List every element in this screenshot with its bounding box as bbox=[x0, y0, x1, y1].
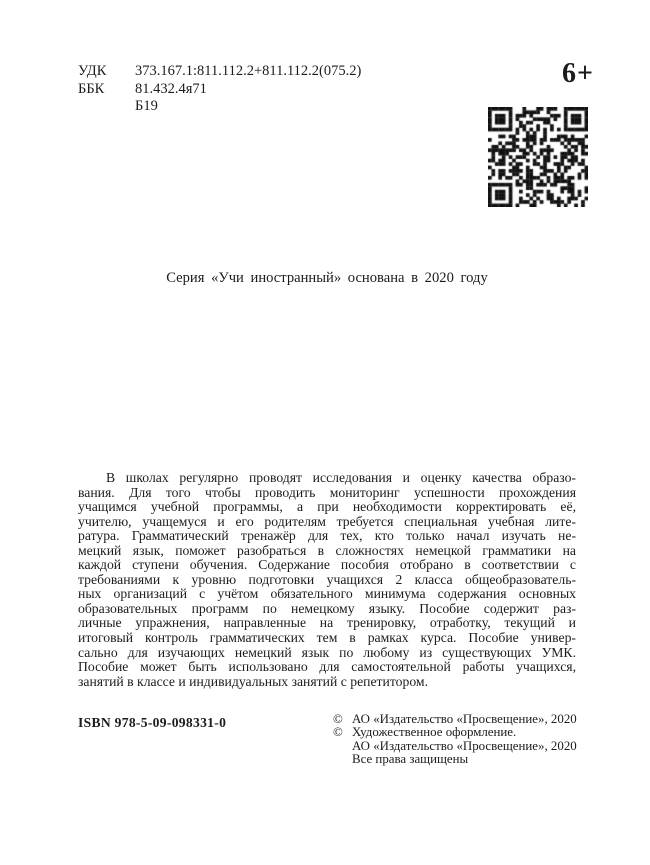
annotation-line: В школах регулярно проводят исследования и оценку качества образо- bbox=[106, 470, 576, 485]
annotation-line: занятий в классе и индивидуальных занятий с репетитором. bbox=[78, 673, 428, 689]
annotation-line: мецкий язык, поможет разобраться в сложностях немецкой грамматики на bbox=[78, 542, 576, 558]
qr-code bbox=[488, 107, 588, 207]
udk-row bbox=[78, 63, 361, 81]
copyright-line bbox=[333, 713, 577, 726]
classification-block bbox=[78, 63, 361, 116]
copyright-text: Художественное оформление. bbox=[352, 725, 517, 740]
annotation-line: личные упражнения, направленные на тренировку, отработку, текущий и bbox=[78, 615, 576, 631]
copyright-text: АО «Издательство «Просвещение», 2020 bbox=[352, 738, 577, 753]
annotation-line: требованиями к уровню подготовки учащихся 2 класса общеобразователь- bbox=[78, 571, 576, 587]
copyright-symbol bbox=[333, 740, 352, 753]
annotation-line: каждой ступени обучения. Содержание пособия отобрано в соответствии с bbox=[78, 557, 576, 573]
author-sign: Б19 bbox=[135, 98, 158, 114]
copyright-block bbox=[333, 713, 577, 767]
bbk-value: 81.432.4я71 bbox=[135, 80, 207, 97]
age-rating-badge: 6+ bbox=[562, 58, 594, 89]
annotation-line: итоговый контроль грамматических тем в рамках курса. Пособие универ- bbox=[78, 630, 576, 646]
copyright-symbol: © bbox=[333, 725, 343, 740]
annotation-line: ратура. Грамматический тренажёр для тех, кто только начал изучать не- bbox=[78, 528, 576, 544]
annotation-line: образовательных программ по немецкому языку. Пособие содержит раз- bbox=[78, 600, 576, 616]
annotation-line: ных организаций с учётом обязательного минимума содержания основных bbox=[78, 586, 576, 602]
isbn: ISBN 978-5-09-098331-0 bbox=[78, 715, 227, 730]
copyright-line bbox=[333, 753, 577, 766]
copyright-line bbox=[333, 740, 577, 753]
annotation-line: учителю, учащемуся и его родителям требуется специальная учебная лите- bbox=[78, 513, 576, 529]
author-sign-label bbox=[78, 98, 135, 116]
copyright-symbol bbox=[333, 753, 352, 766]
copyright-symbol: © bbox=[333, 712, 343, 726]
annotation-paragraph bbox=[78, 471, 576, 689]
series-note: Серия «Учи иностранный» основана в 2020 году bbox=[166, 270, 488, 286]
copyright-text: Все права защищены bbox=[352, 752, 469, 767]
annotation-line: учащимся учебной программы, а при необходимости корректировать её, bbox=[78, 499, 576, 515]
annotation-line: сально для изучающих немецкий язык по любому из существующих УМК. bbox=[78, 644, 576, 660]
copyright-text: АО «Издательство «Просвещение», 2020 bbox=[352, 712, 577, 726]
annotation-line: Пособие может быть использовано для самостоятельной работы учащихся, bbox=[78, 659, 576, 675]
annotation-line: вания. Для того чтобы проводить мониторинг успешности прохождения bbox=[78, 484, 576, 500]
udk-value: 373.167.1:811.112.2+811.112.2(075.2) bbox=[135, 63, 362, 79]
udk-label: УДК bbox=[78, 63, 107, 79]
bbk-label: ББК bbox=[78, 80, 105, 97]
copyright-line bbox=[333, 726, 577, 739]
author-sign-row bbox=[78, 98, 361, 116]
bbk-row bbox=[78, 81, 361, 99]
